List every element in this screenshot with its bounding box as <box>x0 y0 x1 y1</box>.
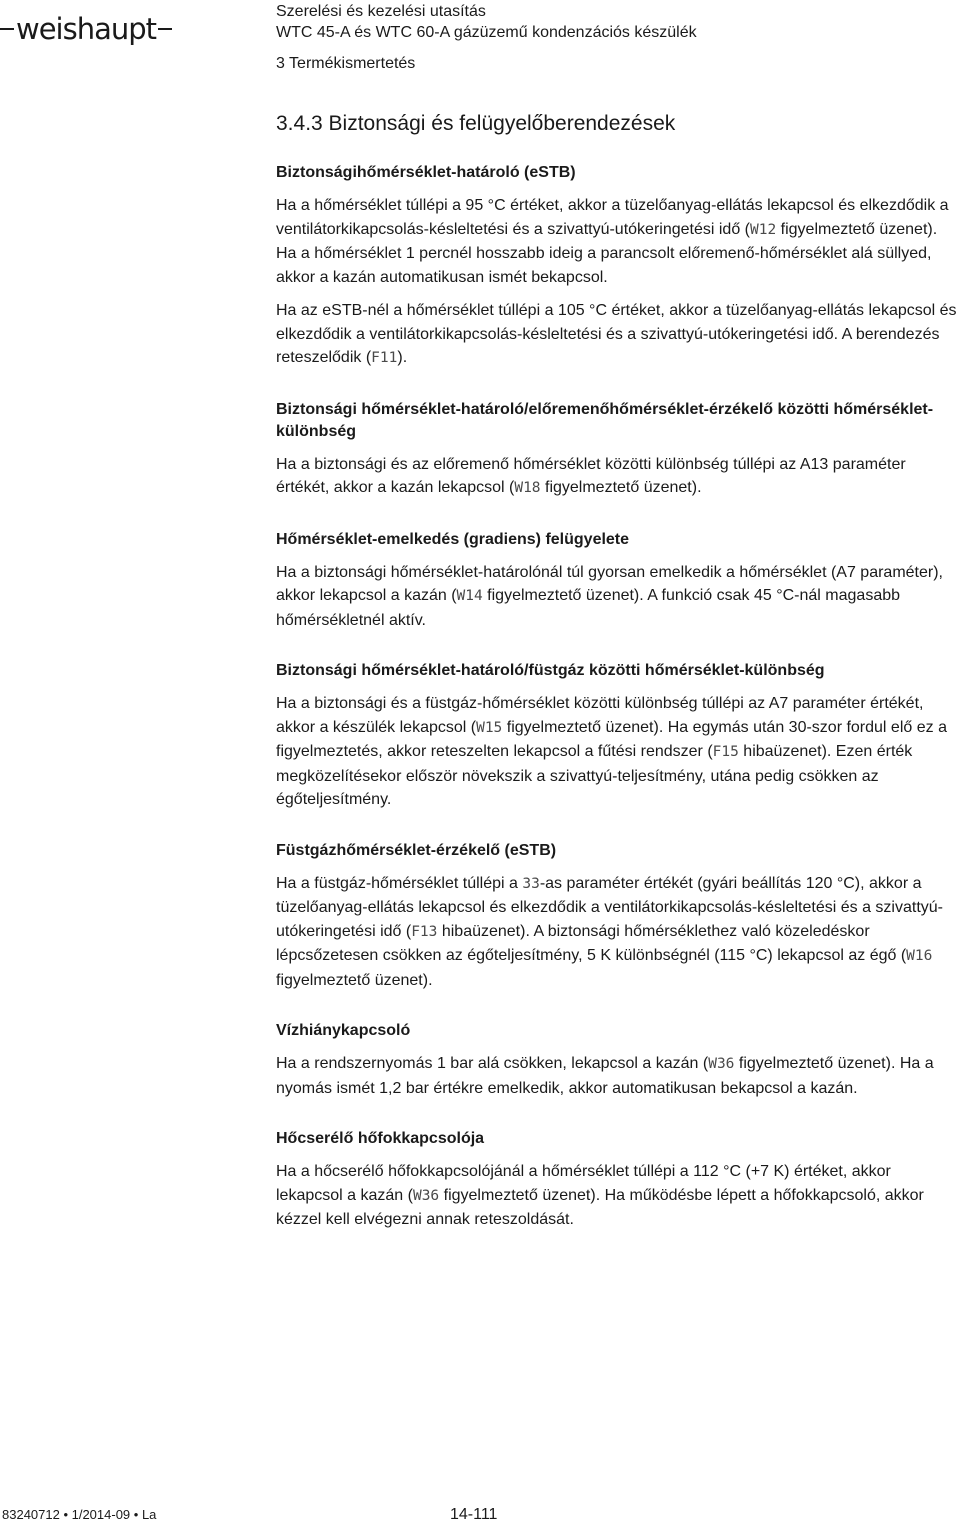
block-heading: Biztonsági hőmérséklet-határoló/füstgáz közötti hőmérséklet-különbség <box>276 662 825 679</box>
text-run: figyelmeztető üzenet). Ha a nyomás ismét 1,2 bar értékre emelkedik, akkor automatikusan bekapcsol a kazán. <box>276 1055 934 1097</box>
block-estb <box>276 162 958 371</box>
text-run: Ha a füstgáz-hőmérséklet túllépi a <box>276 874 523 892</box>
text-run: Ha a rendszernyomás 1 bar alá csökken, lekapcsol a kazán ( <box>276 1055 709 1072</box>
paragraph <box>276 299 958 371</box>
text-run: hibaüzenet). A biztonsági hőmérséklethez való közeledéskor lépcsőzetesen csökken az égőteljesítmény, 5 K különbségnél (115 °C) lekapcsol az égő ( <box>276 922 907 964</box>
logo-dash-right <box>158 28 172 30</box>
header-chapter: 3 Termékismertetés <box>276 55 416 72</box>
paragraph <box>276 194 958 289</box>
text-run: ). <box>397 349 408 366</box>
header-product: WTC 45-A és WTC 60-A gázüzemű kondenzációs készülék <box>276 24 697 41</box>
block-flue-gas-sensor <box>276 840 958 993</box>
paragraph <box>276 561 958 633</box>
code-w36: W36 <box>412 1187 440 1204</box>
text-run: figyelmeztető üzenet). A funkció csak 45 °C-nál magasabb hőmérsékletnél aktív. <box>276 587 901 629</box>
paragraph <box>276 1160 958 1232</box>
text-run: hibaüzenet). Ezen érték megközelítésekor először növekszik a szivattyú-teljesítmény, utána pedig csökken az égőteljesítmény. <box>276 743 913 808</box>
block-heading: Füstgázhőmérséklet-érzékelő (eSTB) <box>276 841 557 859</box>
code-f11: F11 <box>371 350 398 366</box>
text-run: Ha a biztonsági hőmérséklet-határolónál túl gyorsan emelkedik a hőmérséklet (A7 paraméter), akkor lekapcsol a kazán ( <box>276 563 943 604</box>
paragraph <box>276 453 958 501</box>
text-run: -as paraméter értékét (gyári beállítás 120 °C), akkor a tüzelőanyag-ellátás lekapcsol és elkezdődik a ventilátorkikapcsolás-késleltetési és a szivattyú-utókeringetési idő ( <box>276 874 943 940</box>
text-run: Ha a biztonsági és a füstgáz-hőmérséklet közötti különbség túllépi az A7 paraméter értékét, akkor a készülék lekapcsol ( <box>276 695 924 736</box>
code-w12: W12 <box>750 221 777 238</box>
block-heading: Vízhiánykapcsoló <box>276 1022 411 1039</box>
block-heading: Biztonságihőmérséklet-határoló (eSTB) <box>276 164 576 181</box>
text-run: figyelmeztető üzenet). Ha a hőmérséklet 1 percnél hosszabb ideig a parancsolt előremenő-hőmérséklet alá süllyed, akkor a kazán automatikusan ismét bekapcsol. <box>276 220 938 286</box>
logo-wordmark: weishaupt <box>16 12 157 46</box>
text-run: Ha az eSTB-nél a hőmérséklet túllépi a 105 °C értéket, akkor a tüzelőanyag-ellátás lekapcsol és elkezdődik a ventilátorkikapcsolás-késleltetési és a szivattyú-utókeringetési idő. A berendezés reteszelődik ( <box>276 302 957 366</box>
block-heading: Hőmérséklet-emelkedés (gradiens) felügyelete <box>276 530 630 548</box>
text-run: Ha a hőmérséklet túllépi a 95 °C értéket, akkor a tüzelőanyag-ellátás lekapcsol és elkezdődik a ventilátorkikapcsolás-késleltetési és a szivattyú-utókeringetési idő ( <box>276 197 949 238</box>
block-flue-gas-difference <box>276 660 958 812</box>
code-f13: F13 <box>411 923 438 940</box>
text-run: figyelmeztető üzenet). Ha működésbe lépett a hőfokkapcsoló, akkor kézzel kell elvégezni annak reteszoldását. <box>276 1186 924 1228</box>
logo-dash-left <box>0 28 14 30</box>
code-w14: W14 <box>456 588 483 604</box>
weishaupt-logo <box>0 12 172 46</box>
code-w18: W18 <box>514 480 541 496</box>
paragraph <box>276 1052 958 1100</box>
code-w36: W36 <box>708 1056 735 1072</box>
text-run: figyelmeztető üzenet). <box>540 479 702 496</box>
code-w15: W15 <box>476 719 503 736</box>
block-flow-temp-difference <box>276 399 958 501</box>
block-heat-exchanger-thermostat <box>276 1128 958 1232</box>
text-run: Ha a hőcserélő hőfokkapcsolójánál a hőmérséklet túllépi a 112 °C (+7 K) értéket, akkor lekapcsol a kazán ( <box>276 1163 891 1204</box>
section-title: 3.4.3 Biztonsági és felügyelőberendezések <box>276 112 676 135</box>
code-33: 33 <box>522 875 540 892</box>
paragraph <box>276 692 958 812</box>
text-run: figyelmeztető üzenet). <box>276 971 433 989</box>
code-w16: W16 <box>906 948 933 964</box>
text-run: Ha a biztonsági és az előremenő hőmérséklet közötti különbség túllépi az A13 paraméter értékét, akkor a kazán lekapcsol ( <box>276 455 906 496</box>
block-water-shortage-switch <box>276 1020 958 1100</box>
code-f15: F15 <box>712 744 739 760</box>
block-heading: Biztonsági hőmérséklet-határoló/előremenőhőmérséklet-érzékelő közötti hőmérséklet-különbség <box>276 400 934 440</box>
page-number: 14-111 <box>450 1506 498 1523</box>
text-run: figyelmeztető üzenet). Ha egymás után 30-szor fordul elő ez a figyelmeztetés, akkor reteszelten lekapcsol a fűtési rendszer ( <box>276 718 947 760</box>
header-doc-type: Szerelési és kezelési utasítás <box>276 3 486 20</box>
block-gradient <box>276 529 958 633</box>
paragraph <box>276 872 958 993</box>
block-heading: Hőcserélő hőfokkapcsolója <box>276 1130 485 1147</box>
footer-doc-ref: 83240712 • 1/2014-09 • La <box>2 1507 157 1522</box>
main-content <box>276 110 958 1256</box>
